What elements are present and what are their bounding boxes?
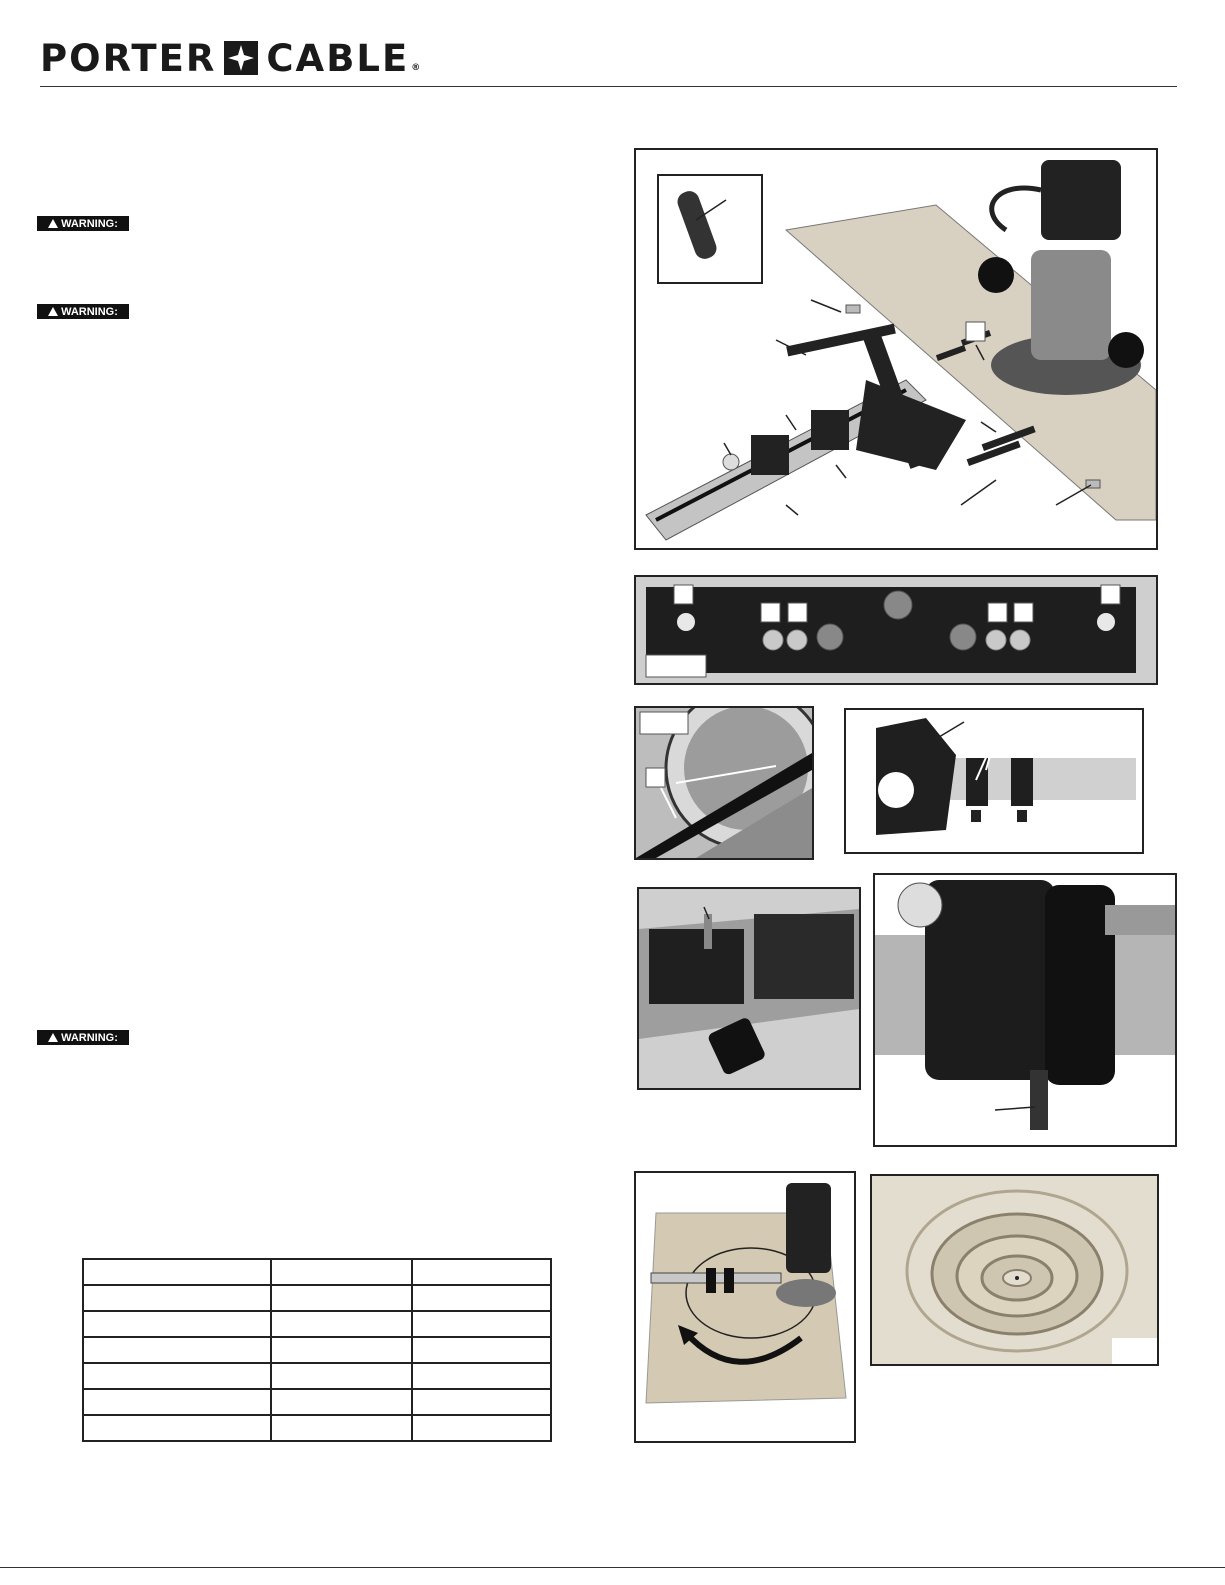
table-row: [83, 1363, 551, 1389]
table-cell: [412, 1363, 551, 1389]
table-cell: [412, 1311, 551, 1337]
table-cell: [83, 1311, 271, 1337]
brand-logo: [40, 38, 420, 78]
brand-right-text: CABLE: [266, 36, 410, 80]
table-cell: [83, 1415, 271, 1441]
warning-triangle-icon: [48, 307, 58, 316]
header-divider: [40, 86, 1177, 87]
figure-router-base-attachment: [634, 706, 814, 860]
table-cell: [83, 1259, 271, 1285]
figure-edge-guide-kit-overview: [634, 148, 1158, 550]
table-cell: [83, 1389, 271, 1415]
table-row: [83, 1285, 551, 1311]
table-cell: [83, 1363, 271, 1389]
table-cell: [412, 1259, 551, 1285]
warning-triangle-icon: [48, 219, 58, 228]
table-cell: [271, 1337, 412, 1363]
table-row: [83, 1311, 551, 1337]
table-cell: [83, 1285, 271, 1311]
warning-label: WARNING:: [61, 217, 118, 230]
table-row: [83, 1415, 551, 1441]
figure-routed-circles-workpiece: [870, 1174, 1159, 1366]
figure-circle-routing: [634, 1171, 856, 1443]
star-logo-icon: [224, 41, 258, 75]
table-cell: [271, 1311, 412, 1337]
warning-badge-2: [37, 304, 129, 319]
table-cell: [271, 1259, 412, 1285]
figure-trammel-pin-closeup: [873, 873, 1177, 1147]
table-cell: [271, 1415, 412, 1441]
table-cell: [412, 1415, 551, 1441]
figure-edge-guide-clamps: [844, 708, 1144, 854]
specification-table: [82, 1258, 552, 1442]
table-cell: [271, 1285, 412, 1311]
table-cell: [271, 1389, 412, 1415]
figure-sub-base-holes: [634, 575, 1158, 685]
registered-mark: ®: [411, 63, 421, 73]
warning-badge-1: [37, 216, 129, 231]
table-cell: [412, 1285, 551, 1311]
table-row: [83, 1259, 551, 1285]
table-cell: [271, 1363, 412, 1389]
table-row: [83, 1389, 551, 1415]
table-cell: [412, 1389, 551, 1415]
footer-divider: [0, 1567, 1225, 1568]
table-cell: [83, 1337, 271, 1363]
figure-trammel-pin-bracket: [637, 887, 861, 1090]
warning-label: WARNING:: [61, 1031, 118, 1044]
table-row: [83, 1337, 551, 1363]
warning-triangle-icon: [48, 1033, 58, 1042]
table-cell: [412, 1337, 551, 1363]
brand-left-text: PORTER: [40, 36, 217, 80]
warning-badge-3: [37, 1030, 129, 1045]
warning-label: WARNING:: [61, 305, 118, 318]
